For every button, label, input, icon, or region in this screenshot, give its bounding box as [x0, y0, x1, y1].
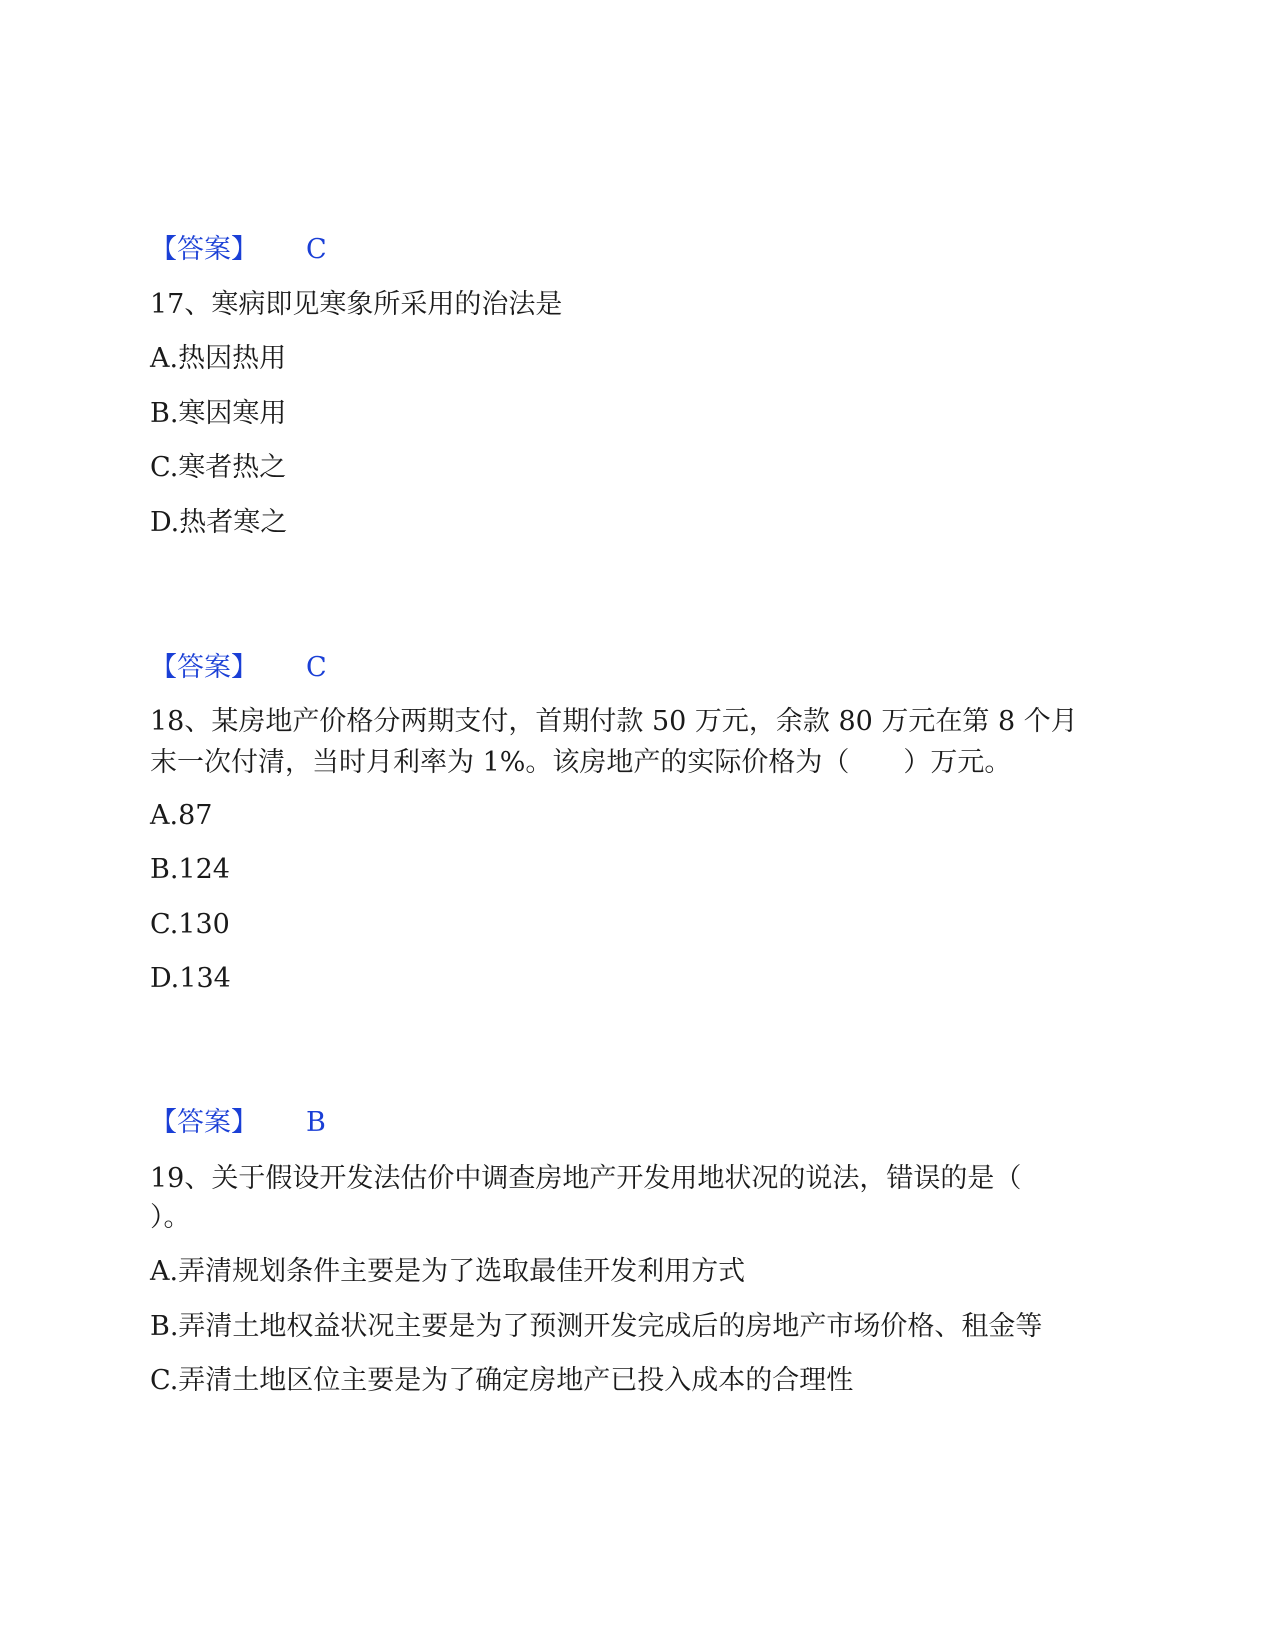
question-19-stem-line2: ）。: [150, 1202, 191, 1233]
question-19-option-a: A.弄清规划条件主要是为了选取最佳开发利用方式: [150, 1256, 746, 1287]
answer-value: C: [306, 652, 327, 683]
question-17-option-a: A.热因热用: [150, 343, 287, 374]
question-18-option-b: B.124: [150, 854, 230, 885]
question-17-stem: 17、寒病即见寒象所采用的治法是: [150, 289, 563, 320]
question-17-option-b: B.寒因寒用: [150, 398, 287, 429]
question-18-stem-line1: 18、某房地产价格分两期支付，首期付款 50 万元，余款 80 万元在第 8 个月: [150, 706, 1078, 737]
question-17-option-d: D.热者寒之: [150, 507, 288, 538]
answer-label: 【答案】: [150, 1107, 258, 1138]
question-19-option-c: C.弄清土地区位主要是为了确定房地产已投入成本的合理性: [150, 1365, 854, 1396]
question-18-option-c: C.130: [150, 909, 230, 940]
question-17-option-c: C.寒者热之: [150, 452, 287, 483]
answer-line-16: [150, 232, 327, 268]
question-18-stem-line2: 末一次付清，当时月利率为 1%。该房地产的实际价格为（ ）万元。: [150, 747, 1012, 778]
question-18-option-d: D.134: [150, 963, 231, 994]
answer-line-18: [150, 1105, 326, 1141]
question-19-stem-line1: 19、关于假设开发法估价中调查房地产开发用地状况的说法，错误的是（: [150, 1163, 1022, 1194]
answer-label: 【答案】: [150, 234, 258, 265]
question-19-option-b: B.弄清土地权益状况主要是为了预测开发完成后的房地产市场价格、租金等: [150, 1311, 1043, 1342]
answer-line-17: [150, 650, 327, 686]
answer-label: 【答案】: [150, 652, 258, 683]
question-18-option-a: A.87: [150, 800, 213, 831]
answer-value: C: [306, 234, 327, 265]
answer-value: B: [306, 1107, 326, 1138]
